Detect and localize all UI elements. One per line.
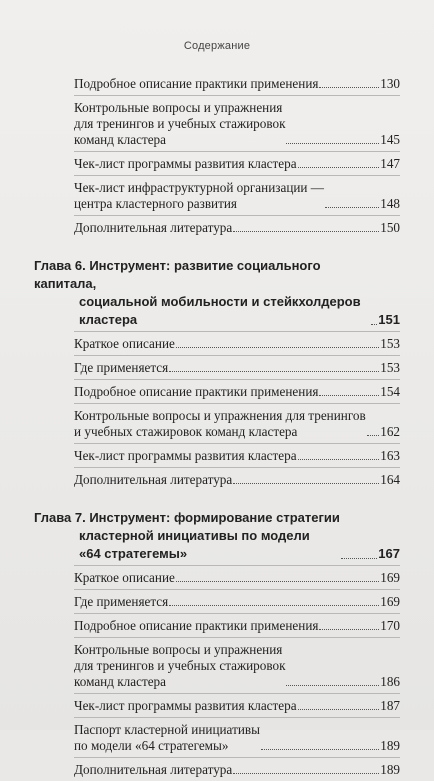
entry-divider (74, 175, 400, 176)
toc-entry[interactable] (34, 156, 400, 172)
entry-divider (74, 565, 400, 566)
page-number: 148 (380, 196, 400, 211)
toc-entry[interactable] (34, 570, 400, 586)
toc-entry[interactable] (34, 594, 400, 610)
entry-divider (74, 757, 400, 758)
page-number: 162 (380, 424, 400, 439)
dot-leader (319, 395, 379, 396)
dot-leader (371, 324, 377, 325)
dot-leader (233, 231, 379, 232)
entry-title-line: для тренингов и учебных стажировок (74, 658, 286, 673)
entry-title-line: Где применяется (74, 594, 169, 609)
page-number: 154 (380, 384, 400, 399)
page-number: 169 (380, 570, 400, 585)
entry-title-line: Контрольные вопросы и упражнения (74, 642, 283, 657)
entry-divider (74, 693, 400, 694)
dot-leader (286, 143, 379, 144)
page-number: 151 (378, 312, 400, 327)
dot-leader (367, 435, 379, 436)
entry-title (74, 408, 366, 440)
dot-leader (233, 773, 379, 774)
entry-title (74, 594, 168, 610)
entry-title-line: Контрольные вопросы и упражнения (74, 100, 283, 115)
page-number: 163 (380, 448, 400, 463)
page-number: 170 (380, 618, 400, 633)
entry-title (34, 509, 340, 563)
entry-title-line: Глава 6. Инструмент: развитие социального капитала, (34, 258, 321, 291)
dot-leader (325, 207, 379, 208)
entry-title-line: кластерной инициативы по модели (79, 528, 310, 543)
dot-leader (298, 167, 380, 168)
chapter-heading[interactable] (34, 509, 400, 563)
entry-divider (74, 379, 400, 380)
entry-divider (74, 215, 400, 216)
entry-title-line: Подробное описание практики применения (74, 384, 319, 399)
page-number: 167 (378, 546, 400, 561)
entry-divider (74, 717, 400, 718)
entry-title (74, 336, 175, 352)
entry-title-line: Дополнительная литература (74, 220, 233, 235)
entry-divider (74, 403, 400, 404)
toc-entry[interactable] (34, 762, 400, 778)
running-header: Содержание (183, 40, 251, 52)
entry-title-line: Подробное описание практики применения (74, 76, 319, 91)
entry-title-line: команд кластера (74, 132, 167, 147)
entry-title-line: Краткое описание (74, 336, 175, 351)
entry-title (74, 472, 232, 488)
entry-title-line: Дополнительная литература (74, 472, 233, 487)
page-number: 187 (380, 698, 400, 713)
entry-title (74, 360, 168, 376)
entry-title-line: Контрольные вопросы и упражнения для тренингов (74, 408, 366, 423)
dot-leader (176, 347, 379, 348)
dot-leader (169, 371, 379, 372)
page-number: 153 (380, 336, 400, 351)
page-number: 150 (380, 220, 400, 235)
toc-entry[interactable] (34, 76, 400, 92)
toc-entry[interactable] (34, 360, 400, 376)
entry-title (74, 570, 175, 586)
entry-divider (74, 589, 400, 590)
entry-title (74, 762, 232, 778)
entry-divider (74, 95, 400, 96)
toc-entry[interactable] (34, 384, 400, 400)
table-of-contents (34, 72, 400, 781)
entry-title-line: Паспорт кластерной инициативы (74, 722, 260, 737)
toc-entry[interactable] (34, 180, 400, 212)
chapter-heading[interactable] (34, 257, 400, 329)
dot-leader (298, 709, 380, 710)
page-number: 189 (380, 762, 400, 777)
entry-title (74, 156, 297, 172)
toc-entry[interactable] (34, 472, 400, 488)
dot-leader (233, 483, 379, 484)
entry-title-line: команд кластера (74, 674, 167, 689)
page-number: 169 (380, 594, 400, 609)
toc-entry[interactable] (34, 220, 400, 236)
entry-divider (74, 151, 400, 152)
previous-chapter-items (34, 76, 400, 239)
toc-entry[interactable] (34, 100, 400, 148)
chapter-7-section (34, 509, 400, 781)
entry-title-line: и учебных стажировок команд кластера (74, 424, 298, 439)
page-number: 189 (380, 738, 400, 753)
entry-title-line: Подробное описание практики применения (74, 618, 319, 633)
entry-title (74, 76, 318, 92)
toc-entry[interactable] (34, 642, 400, 690)
toc-entry[interactable] (34, 722, 400, 754)
spacer (34, 236, 400, 239)
entry-title-line: Глава 7. Инструмент: формирование стратегии (34, 510, 340, 525)
toc-entry[interactable] (34, 408, 400, 440)
entry-title-line: «64 стратегемы» (79, 546, 188, 561)
entry-title (74, 180, 324, 212)
entry-title-line: по модели «64 стратегемы» (74, 738, 229, 753)
toc-entry[interactable] (34, 336, 400, 352)
entry-title-line: Чек-лист инфраструктурной организации — (74, 180, 324, 195)
dot-leader (319, 87, 379, 88)
entry-title (74, 448, 297, 464)
entry-title (74, 618, 318, 634)
entry-title (74, 220, 232, 236)
dot-leader (286, 685, 379, 686)
entry-title (74, 722, 260, 754)
entry-divider (74, 443, 400, 444)
dot-leader (319, 629, 379, 630)
entry-divider (74, 613, 400, 614)
toc-entry[interactable] (34, 618, 400, 634)
page-number: 130 (380, 76, 400, 91)
entry-divider (74, 331, 400, 332)
entry-divider (74, 467, 400, 468)
page-number: 145 (380, 132, 400, 147)
entry-title-line: Чек-лист программы развития кластера (74, 448, 297, 463)
dot-leader (341, 558, 377, 559)
dot-leader (298, 459, 380, 460)
entry-title-line: Где применяется (74, 360, 169, 375)
entry-title (34, 257, 370, 329)
entry-divider (74, 355, 400, 356)
entry-title (74, 642, 285, 690)
entry-title-line: социальной мобильности и стейкхолдеров (79, 294, 361, 309)
entry-title-line: центра кластерного развития (74, 196, 237, 211)
entry-title-line: Дополнительная литература (74, 762, 233, 777)
dot-leader (261, 749, 379, 750)
toc-entry[interactable] (34, 448, 400, 464)
dot-leader (169, 605, 379, 606)
entry-title (74, 698, 297, 714)
entry-title (74, 384, 318, 400)
page-number: 147 (380, 156, 400, 171)
entry-title-line: Чек-лист программы развития кластера (74, 156, 297, 171)
entry-title-line: Краткое описание (74, 570, 175, 585)
page-number: 186 (380, 674, 400, 689)
dot-leader (176, 581, 379, 582)
spacer (34, 488, 400, 491)
chapter-6-section (34, 257, 400, 491)
entry-title-line: кластера (79, 312, 138, 327)
page-number: 153 (380, 360, 400, 375)
toc-entry[interactable] (34, 698, 400, 714)
entry-title-line: для тренингов и учебных стажировок (74, 116, 286, 131)
entry-title-line: Чек-лист программы развития кластера (74, 698, 297, 713)
page-number: 164 (380, 472, 400, 487)
entry-divider (74, 637, 400, 638)
entry-title (74, 100, 285, 148)
